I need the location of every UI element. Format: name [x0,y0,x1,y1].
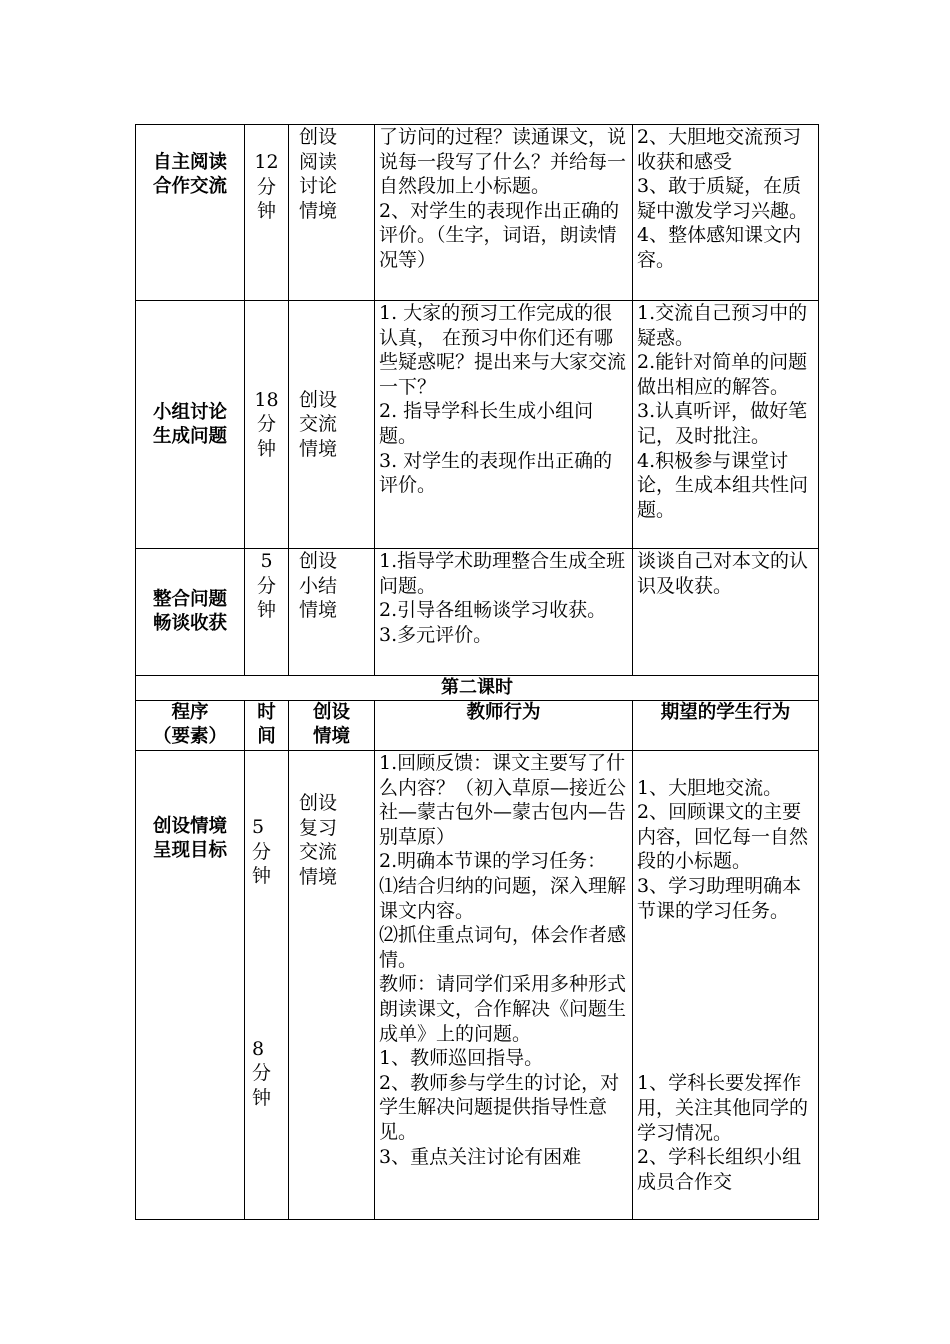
time-label: 5 分 钟 [252,816,272,888]
header-student-behavior: 期望的学生行为 [633,701,819,751]
student-behavior-cell [633,751,819,1220]
situation-cell [289,751,375,1220]
time-cell [245,549,289,676]
time-label: 5 分 钟 [256,550,276,622]
table-row [136,125,819,301]
lesson-plan-table [135,124,819,1220]
procedure-label: 小组讨论 生成问题 [152,401,227,447]
table-row [136,751,819,1220]
procedure-cell [136,301,245,549]
header-procedure: 程序 （要素） [136,701,245,751]
header-situation: 创设 情境 [289,701,375,751]
teacher-behavior-text: 1.指导学术助理整合生成全班问题。 2.引导各组畅谈学习收获。 3.多元评价。 [379,550,626,646]
situation-label: 创设 阅读 讨论 情境 [299,126,338,222]
table-row [136,549,819,676]
situation-label: 创设 交流 情境 [299,388,338,460]
student-behavior-text: 1、学科长要发挥作用，关注其他同学的学习情况。 2、学科长组织小组成员合作交 [637,1072,809,1193]
section-title: 第二课时 [136,676,819,701]
teacher-behavior-text: 1. 大家的预习工作完成的很认真， 在预习中你们还有哪些疑惑呢？提出来与大家交流一下？ 2. 指导学科长生成小组问题。 3. 对学生的表现作出正确的评价。 [379,302,627,497]
teacher-behavior-cell [375,751,633,1220]
time-cell [245,301,289,549]
spacer [252,889,285,1037]
procedure-cell [136,125,245,301]
teacher-behavior-cell [375,301,633,549]
student-behavior-text: 2、大胆地交流预习收获和感受 3、敢于质疑，在质疑中激发学习兴趣。 4、整体感知课文内容。 [637,126,809,271]
situation-cell [289,301,375,549]
teacher-behavior-text: 了访问的过程？读通课文，说说每一段写了什么？并给每一自然段加上小标题。 2、对学生的表现作出正确的评价。（生字，词语，朗读情况等） [379,126,627,271]
header-teacher-behavior: 教师行为 [375,701,633,751]
section-title-row [136,676,819,701]
procedure-label: 创设情境 呈现目标 [152,816,227,861]
procedure-cell [136,549,245,676]
time-cell [245,125,289,301]
procedure-label: 整合问题 畅谈收获 [152,589,227,634]
header-time: 时 间 [245,701,289,751]
table-row [136,301,819,549]
header-row [136,701,819,751]
teacher-behavior-text: 1.回顾反馈：课文主要写了什么内容？（初入草原—接近公社—蒙古包外—蒙古包内—告别草原） 2.明确本节课的学习任务： ⑴结合归纳的问题，深入理解课文内容。 ⑵抓住重点词句，体会作者感情。 教师：请同学们采用多种形式朗读课文，合作解决《问题生成单》上的问题。 1、教师巡回指导。 2、教师参与学生的讨论，对学生解决问题提供指导性意见。 3、重点关注讨论有困难 [379,752,627,1168]
student-behavior-text: 1.交流自己预习中的疑惑。 2.能针对简单的问题做出相应的解答。 3.认真听评，做好笔记，及时批注。 4.积极参与课堂讨论，生成本组共性问题。 [637,302,809,521]
time-label: 12 分 钟 [254,151,279,223]
situation-cell [289,125,375,301]
teacher-behavior-cell [375,125,633,301]
teacher-behavior-cell [375,549,633,676]
time-cell [245,751,289,1220]
time-label: 8 分 钟 [252,1037,272,1109]
time-label: 18 分 钟 [254,388,279,460]
student-behavior-cell [633,301,819,549]
procedure-label: 自主阅读 合作交流 [152,152,227,197]
student-behavior-text: 1、大胆地交流。 2、回顾课文的主要内容，回忆每一自然段的小标题。 3、学习助理明确本节课的学习任务。 [637,776,809,922]
situation-cell [289,549,375,676]
student-behavior-cell [633,125,819,301]
procedure-cell [136,751,245,1220]
student-behavior-cell [633,549,819,676]
situation-label: 创设 复习 交流 情境 [299,792,338,888]
spacer [637,948,815,1047]
situation-label: 创设 小结 情境 [299,550,338,622]
student-behavior-text: 谈谈自己对本文的认识及收获。 [637,550,809,597]
